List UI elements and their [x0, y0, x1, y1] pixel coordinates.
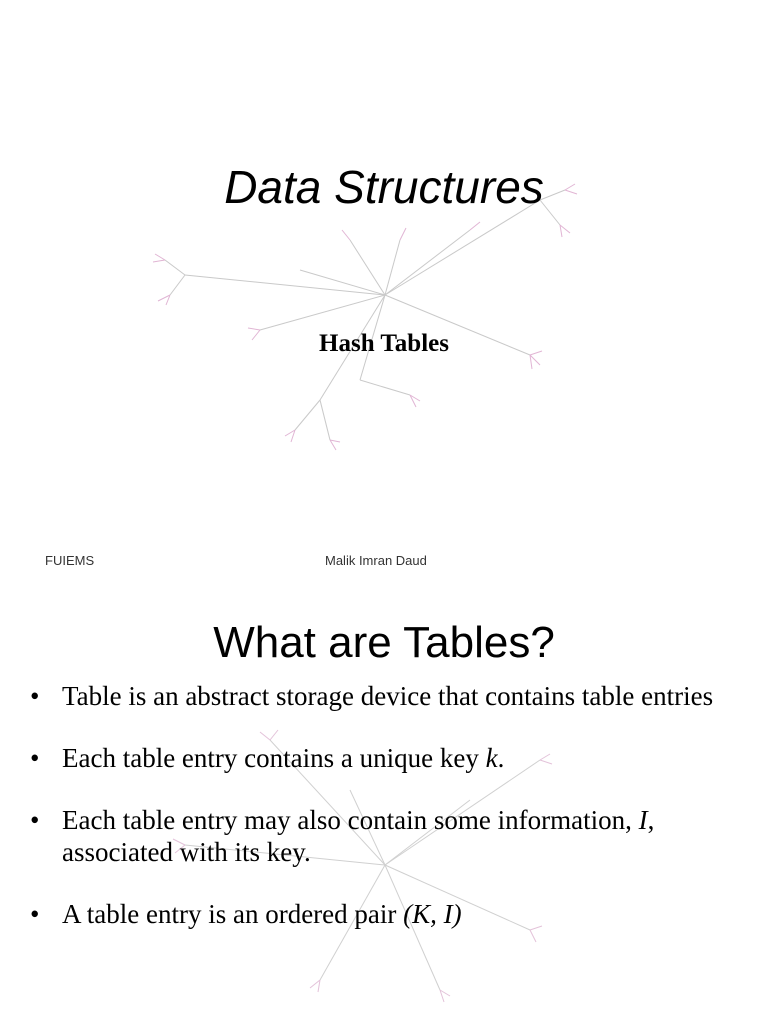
list-item — [30, 898, 730, 930]
bullet-symbol: (K, I) — [403, 899, 462, 929]
bullet-symbol: k — [485, 743, 498, 773]
bullet-text-end: . — [497, 743, 505, 773]
slide-title: What are Tables? — [213, 618, 555, 667]
slide-title: Data Structures — [224, 161, 544, 213]
bullet-text: Table is an abstract storage device that contains table entries — [62, 681, 714, 711]
list-item — [30, 742, 730, 774]
bullet-symbol: I — [638, 805, 648, 835]
slide-subtitle: Hash Tables — [319, 330, 449, 357]
bullet-text-end: , associated with its key. — [62, 805, 655, 867]
bullet-text: Each table entry contains a unique key — [62, 743, 486, 773]
bullet-icon: • — [30, 681, 40, 711]
list-item — [30, 804, 730, 868]
list-item — [30, 680, 730, 712]
content-slide — [0, 590, 768, 1024]
bullet-icon: • — [30, 899, 40, 929]
footer-author: Malik Imran Daud — [325, 553, 427, 568]
bullet-list — [30, 680, 730, 960]
bullet-text: A table entry is an ordered pair — [62, 899, 404, 929]
footer-organization: FUIEMS — [45, 553, 95, 568]
bullet-text: Each table entry may also contain some information, — [62, 805, 639, 835]
bullet-icon: • — [30, 743, 40, 773]
bullet-icon: • — [30, 805, 40, 835]
